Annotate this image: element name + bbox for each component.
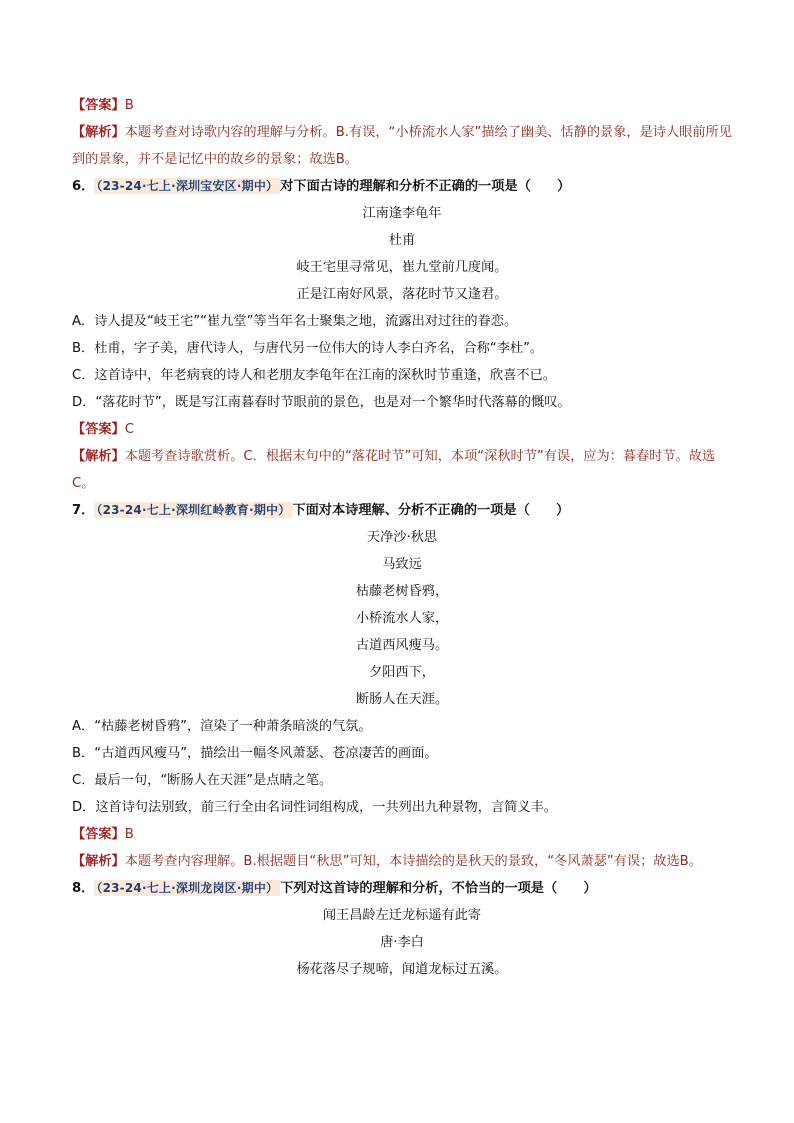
answer-value: C — [124, 422, 134, 437]
poem-title: 闻王昌龄左迁龙标遥有此寄 — [322, 908, 482, 923]
poem-author: 杜甫 — [388, 233, 416, 248]
question-number: 7． — [72, 503, 95, 518]
question-number: 6． — [72, 179, 95, 194]
question-7-header — [72, 497, 732, 524]
source-tag: （23-24·七上·深圳龙岗区·期中） — [96, 881, 279, 895]
poem-line: 正是江南好风景，落花时节又逢君。 — [296, 287, 508, 302]
question-stem: 下列对这首诗的理解和分析，不恰当的一项是（ ） — [280, 881, 597, 896]
poem-line: 杨花落尽子规啼，闻道龙标过五溪。 — [296, 962, 508, 977]
poem-line: 夕阳西下， — [369, 665, 435, 680]
answer-label: 【答案】 — [72, 827, 125, 842]
question-number: 8． — [72, 881, 95, 896]
answer-line — [72, 416, 732, 443]
explanation-label: 【解析】 — [72, 854, 125, 869]
explanation-text: 本题考查诗歌赏析。C．根据末句中的“落花时节”可知，本项“深秋时节”有误，应为：暮春时节。故选C。 — [72, 449, 716, 491]
option-d: D．“落花时节”，既是写江南暮春时节眼前的景色，也是对一个繁华时代落幕的慨叹。 — [72, 395, 571, 410]
option-b: B．杜甫，字子美，唐代诗人，与唐代另一位伟大的诗人李白齐名，合称“李杜”。 — [72, 341, 544, 356]
source-tag: （23-24·七上·深圳宝安区·期中） — [96, 179, 279, 193]
explanation-label: 【解析】 — [72, 449, 125, 464]
poem-line: 小桥流水人家， — [355, 611, 449, 626]
option-a: A．诗人提及“岐王宅”“崔九堂”等当年名士聚集之地，流露出对过往的眷恋。 — [72, 314, 518, 329]
answer-label: 【答案】 — [72, 98, 125, 113]
option-c: C．这首诗中，年老病衰的诗人和老朋友李龟年在江南的深秋时节重逢，欣喜不已。 — [72, 368, 556, 383]
answer-line — [72, 92, 732, 119]
explanation-label: 【解析】 — [72, 125, 125, 140]
answer-line — [72, 821, 732, 848]
option-d: D．这首诗句法别致，前三行全由名词性词组构成，一共列出九种景物，言简义丰。 — [72, 800, 557, 815]
poem-line: 古道西风瘦马。 — [355, 638, 449, 653]
answer-label: 【答案】 — [72, 422, 125, 437]
option-a: A．“枯藤老树昏鸦”，渲染了一种萧条暗淡的气氛。 — [72, 719, 372, 734]
question-8-header — [72, 875, 732, 902]
explanation-text: 本题考查内容理解。B.根据题目“秋思”可知，本诗描绘的是秋天的景致，“冬风萧瑟”有误；故选B。 — [124, 854, 702, 869]
poem-author: 唐·李白 — [380, 935, 424, 950]
explanation-text: 本题考查对诗歌内容的理解与分析。B.有误，“小桥流水人家”描绘了幽美、恬静的景象，是诗人眼前所见到的景象，并不是记忆中的故乡的景象；故选B。 — [72, 125, 732, 167]
poem-title: 天净沙·秋思 — [366, 530, 438, 545]
answer-value: B — [124, 827, 134, 842]
document-page — [72, 92, 732, 983]
poem-line: 断肠人在天涯。 — [355, 692, 449, 707]
explanation-paragraph — [72, 443, 732, 497]
option-c: C．最后一句，“断肠人在天涯”是点睛之笔。 — [72, 773, 333, 788]
poem-author: 马致远 — [382, 557, 422, 572]
poem-title: 江南逢李龟年 — [362, 206, 442, 221]
answer-value: B — [124, 98, 134, 113]
explanation-paragraph — [72, 848, 732, 875]
option-b: B．“古道西风瘦马”，描绘出一幅冬风萧瑟、苍凉凄苦的画面。 — [72, 746, 438, 761]
question-stem: 下面对本诗理解、分析不正确的一项是（ ） — [292, 503, 570, 518]
poem-line: 枯藤老树昏鸦， — [355, 584, 449, 599]
source-tag: （23-24·七上·深圳红岭教育·期中） — [96, 503, 291, 517]
question-6-header — [72, 173, 732, 200]
poem-line: 岐王宅里寻常见，崔九堂前几度闻。 — [296, 260, 508, 275]
question-stem: 对下面古诗的理解和分析不正确的一项是（ ） — [280, 179, 571, 194]
explanation-paragraph — [72, 119, 732, 173]
